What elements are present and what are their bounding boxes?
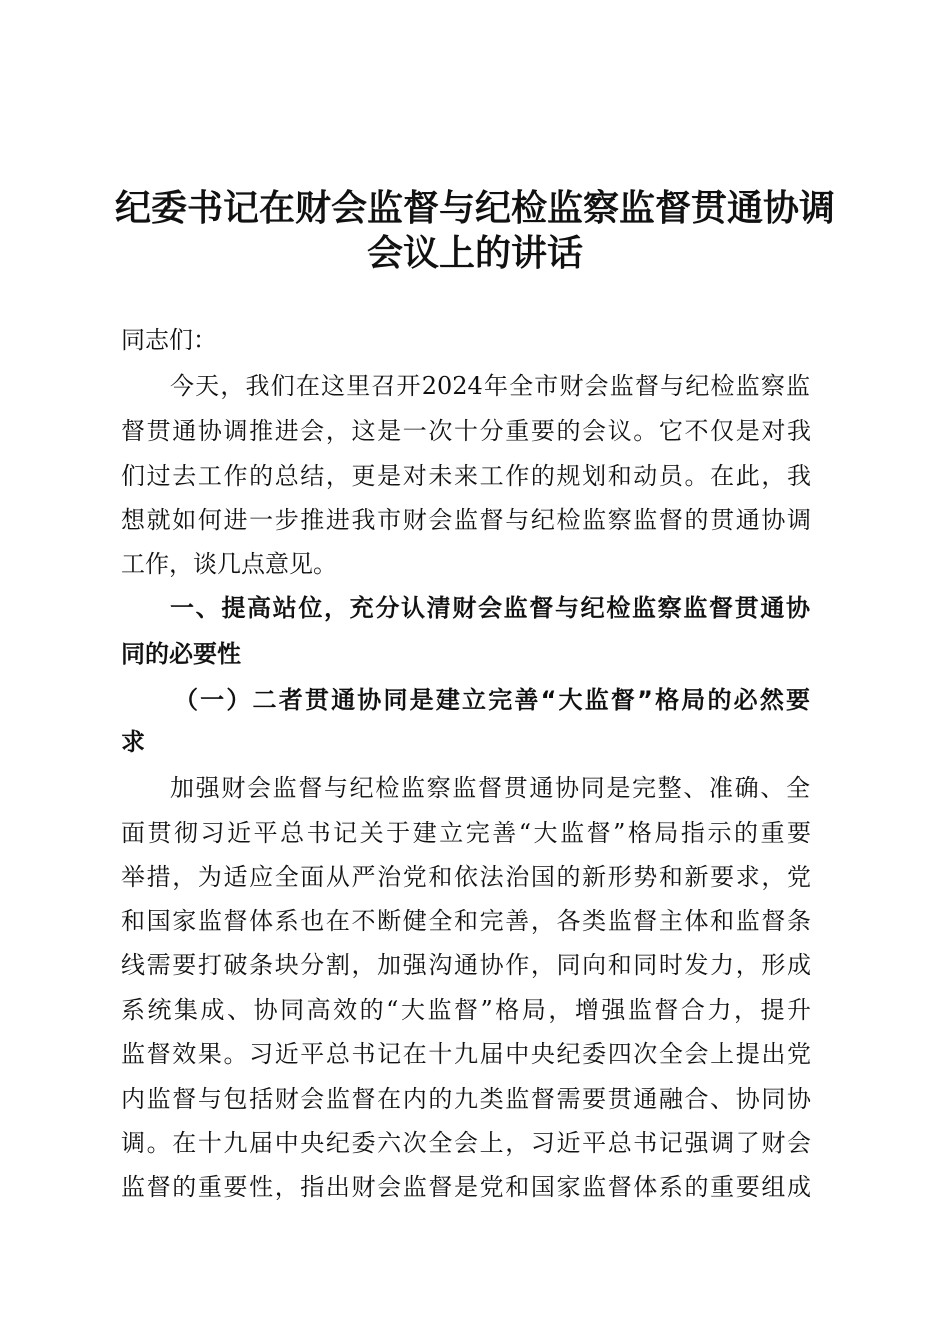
subsection-heading-1 <box>174 678 810 722</box>
intro-line <box>121 454 811 498</box>
body-line <box>121 899 811 943</box>
body-line <box>121 855 811 899</box>
body-line <box>170 766 810 810</box>
body-line-text: 调。在十九届中央纪委六次全会上，习近平总书记强调了财会 <box>121 1129 811 1157</box>
subsection-heading-1-text: （一）二者贯通协同是建立完善“大监督”格局的必然要 <box>174 686 810 714</box>
intro-line-text: 今天，我们在这里召开2024年全市财会监督与纪检监察监 <box>170 372 810 400</box>
body-line <box>121 811 811 855</box>
body-line-text: 内监督与包括财会监督在内的九类监督需要贯通融合、协同协 <box>121 1085 811 1113</box>
document-title-line-1: 纪委书记在财会监督与纪检监察监督贯通协调 <box>114 188 835 229</box>
body-line <box>121 1165 811 1209</box>
intro-line <box>170 364 810 408</box>
body-line-text: 线需要打破条块分割，加强沟通协作，同向和同时发力，形成 <box>121 951 811 979</box>
body-line-text: 和国家监督体系也在不断健全和完善，各类监督主体和监督条 <box>121 907 811 935</box>
body-line-text: 监督的重要性，指出财会监督是党和国家监督体系的重要组成 <box>121 1173 811 1201</box>
body-line <box>121 988 811 1032</box>
body-line <box>121 1032 811 1076</box>
body-line <box>121 943 811 987</box>
body-line <box>121 1077 811 1121</box>
section-heading-1 <box>170 586 810 630</box>
intro-line-text: 想就如何进一步推进我市财会监督与纪检监察监督的贯通协调 <box>121 506 811 534</box>
body-line-text: 加强财会监督与纪检监察监督贯通协同是完整、准确、全 <box>170 774 810 802</box>
body-line <box>121 1121 811 1165</box>
document-title-line-2: 会议上的讲话 <box>366 233 583 274</box>
intro-line-text: 们过去工作的总结，更是对未来工作的规划和动员。在此，我 <box>121 462 811 490</box>
body-line-text: 监督效果。习近平总书记在十九届中央纪委四次全会上提出党 <box>121 1040 811 1068</box>
body-line-text: 举措，为适应全面从严治党和依法治国的新形势和新要求，党 <box>121 863 811 891</box>
body-line-text: 系统集成、协同高效的“大监督”格局，增强监督合力，提升 <box>121 996 811 1024</box>
section-heading-1-cont: 同的必要性 <box>121 640 241 668</box>
intro-line: 工作，谈几点意见。 <box>121 550 337 578</box>
body-line-text: 面贯彻习近平总书记关于建立完善“大监督”格局指示的重要 <box>121 819 811 847</box>
intro-line-text: 督贯通协调推进会，这是一次十分重要的会议。它不仅是对我 <box>121 417 811 445</box>
section-heading-1-text: 一、提高站位，充分认清财会监督与纪检监察监督贯通协 <box>170 594 810 622</box>
intro-line <box>121 498 811 542</box>
intro-line <box>121 409 811 453</box>
salutation: 同志们： <box>121 326 217 354</box>
subsection-heading-1-cont: 求 <box>121 728 145 756</box>
